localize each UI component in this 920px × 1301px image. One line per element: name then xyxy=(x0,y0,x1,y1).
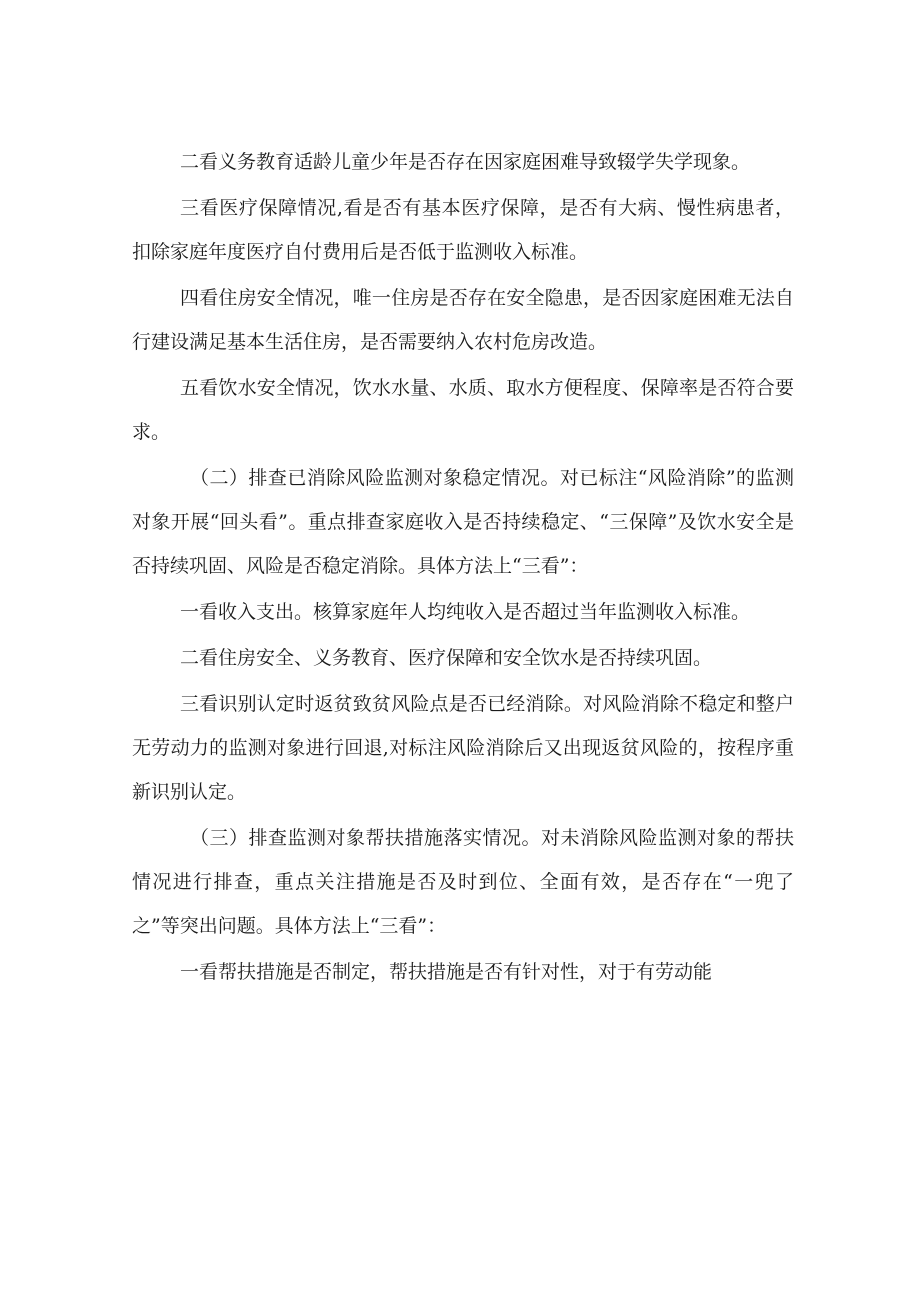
paragraph-compulsory-education: 二看义务教育适龄儿童少年是否存在因家庭困难导致辍学失学现象。 xyxy=(180,151,751,173)
paragraph-medical-security: 三看医疗保障情况,看是否有基本医疗保障，是否有大病、慢性病患者，扣除家庭年度医疗自付费用后是否低于监测收入标准。 xyxy=(132,197,794,263)
paragraph-assistance-measures: 一看帮扶措施是否制定，帮扶措施是否有针对性，对于有劳动能 xyxy=(180,961,713,983)
paragraph-housing-safety: 四看住房安全情况，唯一住房是否存在安全隐患，是否因家庭困难无法自行建设满足基本生活住房，是否需要纳入农村危房改造。 xyxy=(132,287,794,353)
paragraph-drinking-water: 五看饮水安全情况，饮水水量、水质、取水方便程度、保障率是否符合要求。 xyxy=(132,377,794,443)
section-heading-2: （二）排查已消除风险监测对象稳定情况。对已标注“风险消除”的监测对象开展“回头看”。重点排查家庭收入是否持续稳定、“三保障”及饮水安全是否持续巩固、风险是否稳定消除。具体方法上“三看”： xyxy=(132,467,794,577)
paragraph-income-expenditure: 一看收入支出。核算家庭年人均纯收入是否超过当年监测收入标准。 xyxy=(180,601,751,623)
paragraph-three-guarantees: 二看住房安全、义务教育、医疗保障和安全饮水是否持续巩固。 xyxy=(180,647,713,669)
paragraph-risk-points: 三看识别认定时返贫致贫风险点是否已经消除。对风险消除不稳定和整户无劳动力的监测对象进行回退,对标注风险消除后又出现返贫风险的，按程序重新识别认定。 xyxy=(132,693,794,803)
document-body xyxy=(132,140,794,994)
section-heading-3: （三）排查监测对象帮扶措施落实情况。对未消除风险监测对象的帮扶情况进行排查，重点关注措施是否及时到位、全面有效，是否存在“一兜了之”等突出问题。具体方法上“三看”： xyxy=(132,827,794,937)
